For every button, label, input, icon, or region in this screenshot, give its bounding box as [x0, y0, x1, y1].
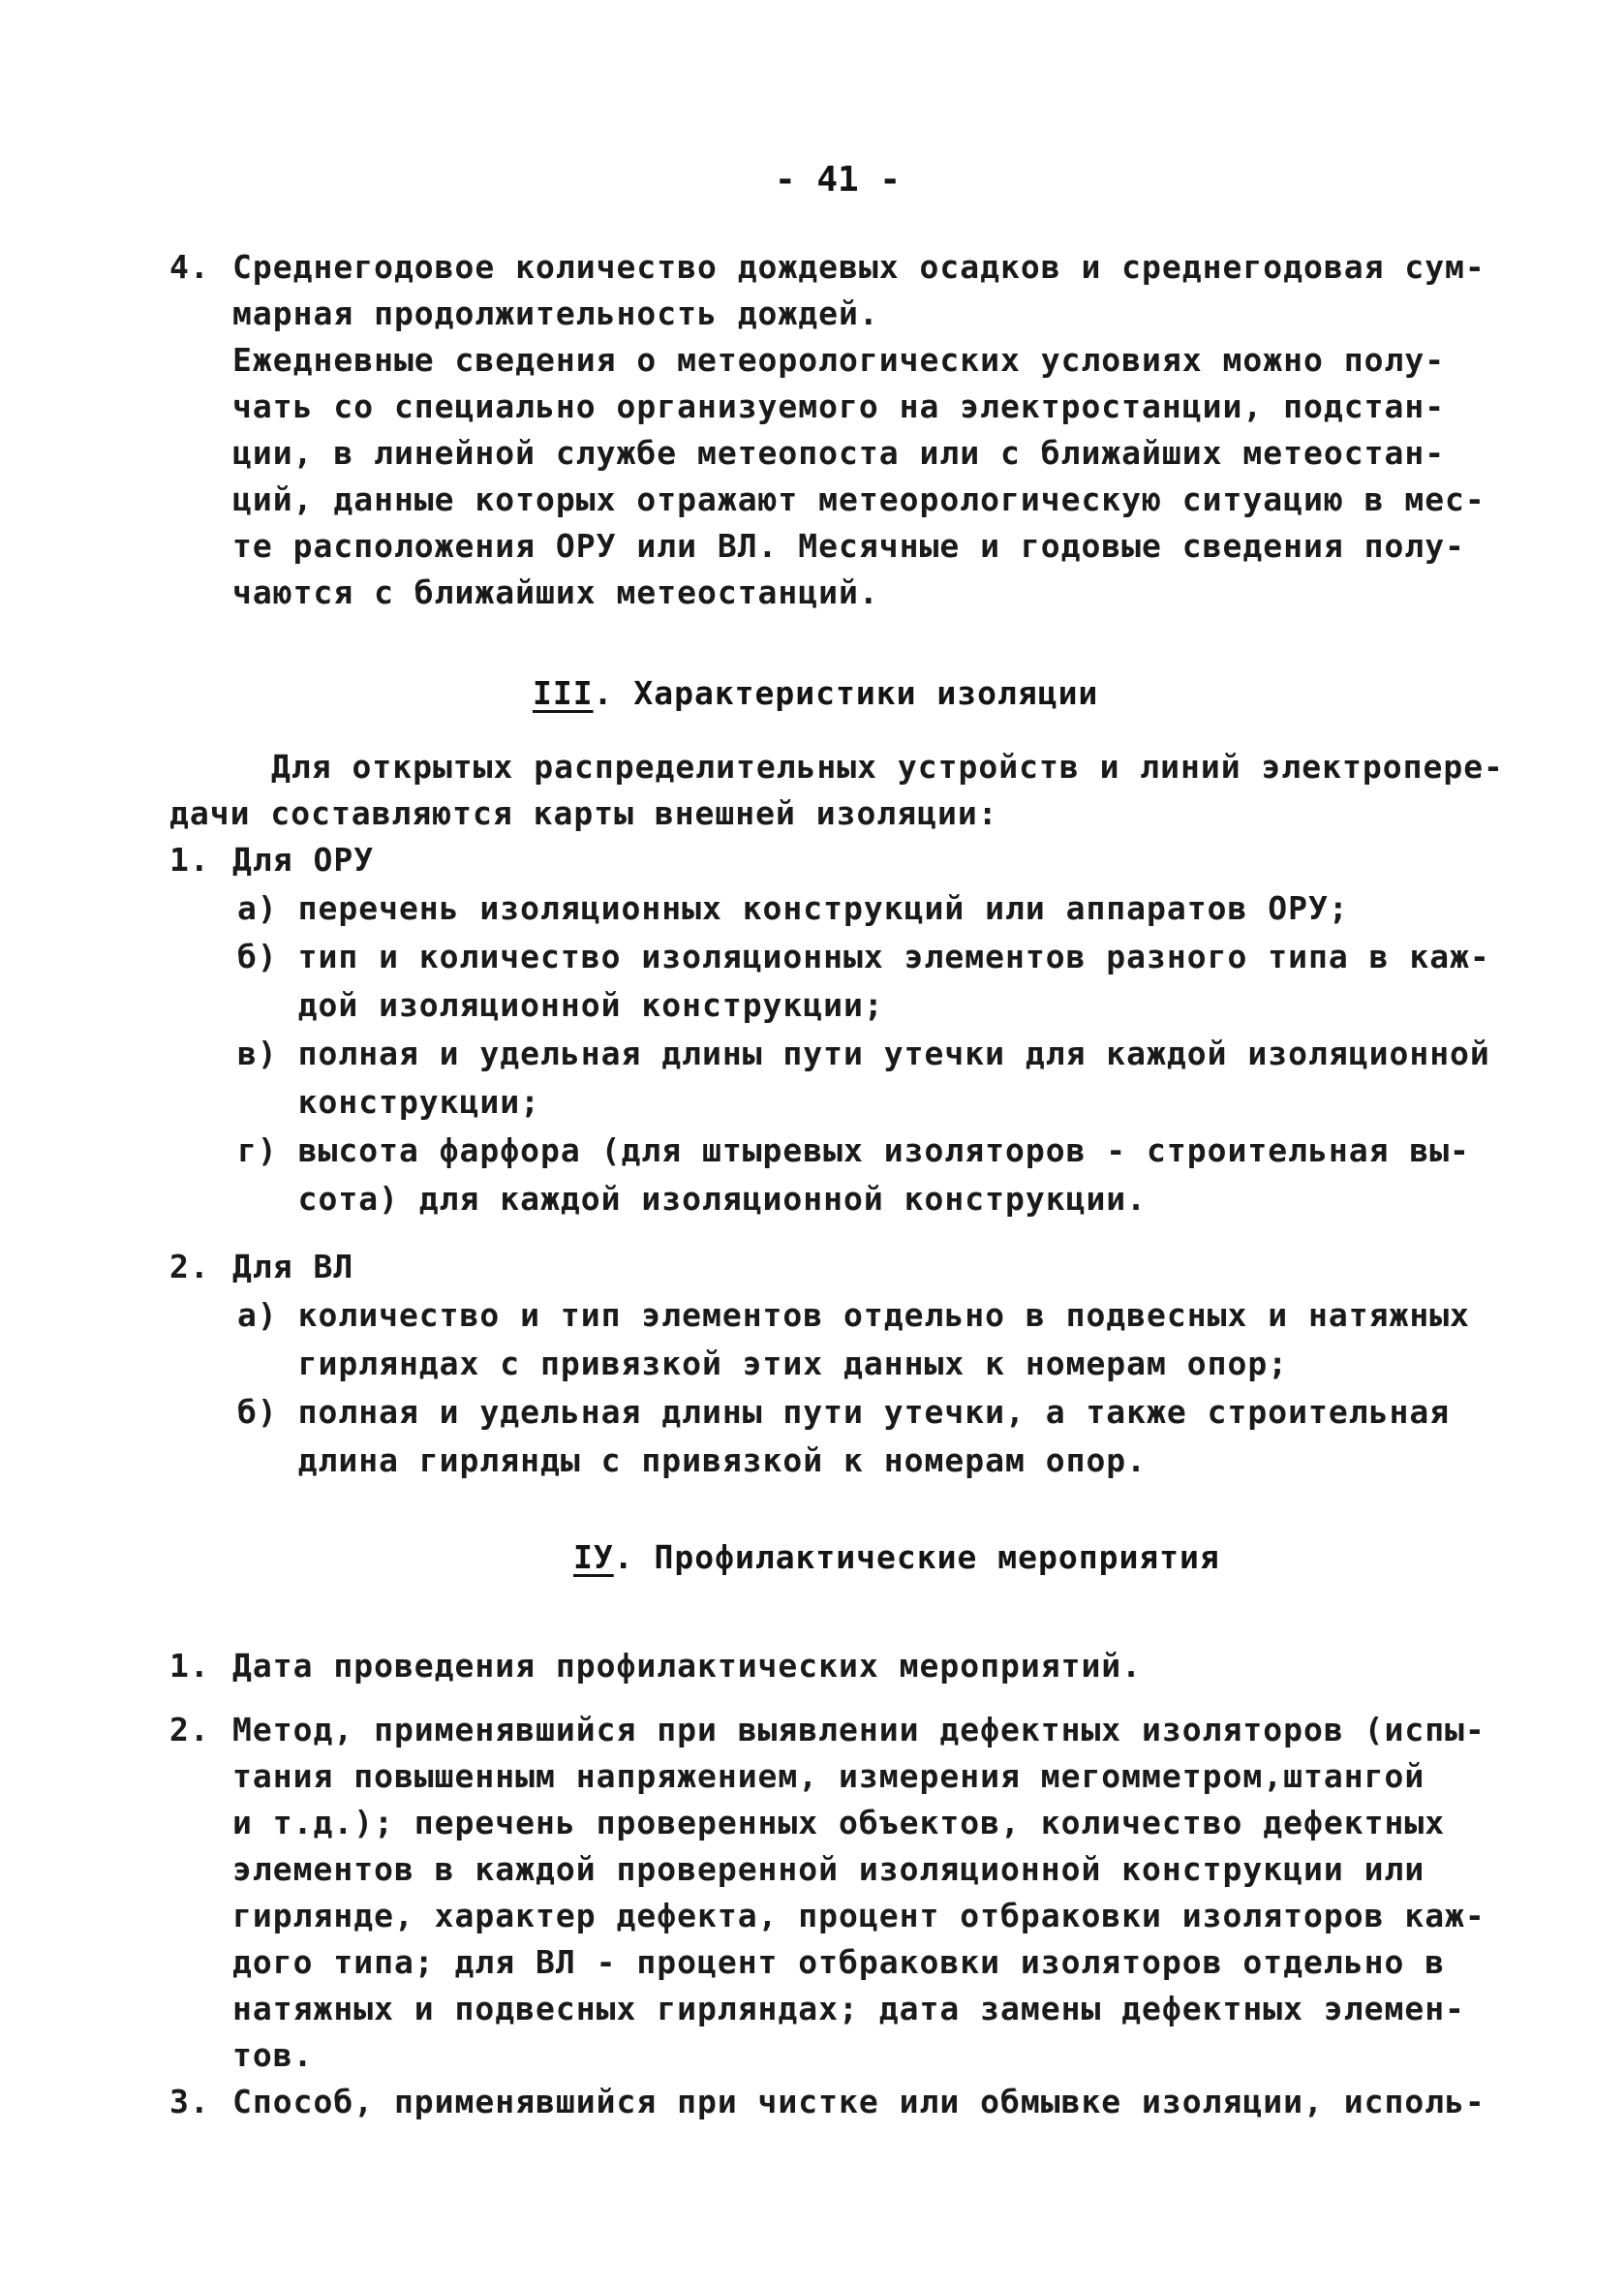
para4-line-4: чать со специально организуемого на электростанции, подстан- — [232, 387, 1446, 425]
section4-item2-line-5: гирлянде, характер дефекта, процент отбраковки изоляторов каж- — [232, 1897, 1486, 1934]
section4-numeral: IУ — [573, 1538, 614, 1576]
para4-line-6: ций, данные которых отражают метеорологическую ситуацию в мес- — [232, 480, 1486, 518]
para4-line-7: те расположения ОРУ или ВЛ. Месячные и годовые сведения полу- — [232, 527, 1465, 565]
para4-number: 4. — [169, 248, 210, 286]
section3-item2-number: 2. — [169, 1248, 210, 1285]
section4-item2-line-2: тания повышенным напряжением, измерения мегомметром,штангой — [232, 1757, 1425, 1795]
section3-item2-label: Для ВЛ — [232, 1248, 354, 1285]
para4-line-8: чаются с ближайших метеостанций. — [232, 573, 879, 611]
section3-numeral: III — [533, 674, 594, 712]
section4-item1-number: 1. — [169, 1647, 210, 1685]
section4-item2-line-8: тов. — [232, 2036, 314, 2074]
section3-item1-line-1: а) перечень изоляционных конструкций или аппаратов ОРУ; — [237, 889, 1349, 927]
section4-item2-line-4: элементов в каждой проверенной изоляционной конструкции или — [232, 1850, 1425, 1888]
section3-intro-line-1: Для открытых распределительных устройств и линий электропере- — [271, 748, 1504, 786]
section4-item3-line-1: Способ, применявшийся при чистке или обмывке изоляции, исполь- — [232, 2083, 1486, 2120]
para4-line-1: Среднегодовое количество дождевых осадков и среднегодовая сум- — [232, 248, 1486, 286]
section3-item2-line-3: б) полная и удельная длины пути утечки, а также строительная — [237, 1393, 1451, 1431]
para4-line-2: марная продолжительность дождей. — [232, 294, 879, 332]
section3-item1-number: 1. — [169, 841, 210, 879]
section4-item2-line-7: натяжных и подвесных гирляндах; дата замены дефектных элемен- — [232, 1990, 1465, 2027]
section4-item2-line-6: дого типа; для ВЛ - процент отбраковки изоляторов отдельно в — [232, 1943, 1446, 1981]
para4-line-3: Ежедневные сведения о метеорологических условиях можно полу- — [232, 341, 1446, 379]
section4-title: . Профилактические мероприятия — [613, 1538, 1220, 1576]
section4-heading — [573, 1538, 1220, 1577]
section4-item2-number: 2. — [169, 1711, 210, 1748]
section4-item2-line-3: и т.д.); перечень проверенных объектов, количество дефектных — [232, 1804, 1446, 1841]
section3-item1-line-4: в) полная и удельная длины пути утечки для каждой изоляционной — [237, 1035, 1490, 1072]
section4-item1-line-1: Дата проведения профилактических мероприятий. — [232, 1647, 1143, 1685]
section3-item1-line-7: сота) для каждой изоляционной конструкции. — [237, 1180, 1148, 1218]
section3-item1-line-6: г) высота фарфора (для штыревых изоляторов - строительная вы- — [237, 1131, 1470, 1169]
section3-item1-line-5: конструкции; — [237, 1083, 541, 1121]
page-number: - 41 - — [775, 160, 902, 200]
section3-item1-line-3: дой изоляционной конструкции; — [237, 986, 884, 1024]
section3-item1-line-2: б) тип и количество изоляционных элементов разного типа в каж- — [237, 938, 1490, 975]
section3-item2-line-1: а) количество и тип элементов отдельно в подвесных и натяжных — [237, 1296, 1470, 1334]
section3-item2-line-4: длина гирлянды с привязкой к номерам опор. — [237, 1441, 1148, 1479]
section3-intro-line-2: дачи составляются карты внешней изоляции: — [169, 794, 998, 832]
section4-item2-line-1: Метод, применявшийся при выявлении дефектных изоляторов (испы- — [232, 1711, 1486, 1748]
section3-heading — [533, 674, 1098, 713]
section4-item3-number: 3. — [169, 2083, 210, 2120]
para4-line-5: ции, в линейной службе метеопоста или с ближайших метеостан- — [232, 434, 1446, 472]
section3-item1-label: Для ОРУ — [232, 841, 375, 879]
section3-item2-line-2: гирляндах с привязкой этих данных к номерам опор; — [237, 1345, 1289, 1382]
section3-title: . Характеристики изоляции — [593, 674, 1099, 712]
